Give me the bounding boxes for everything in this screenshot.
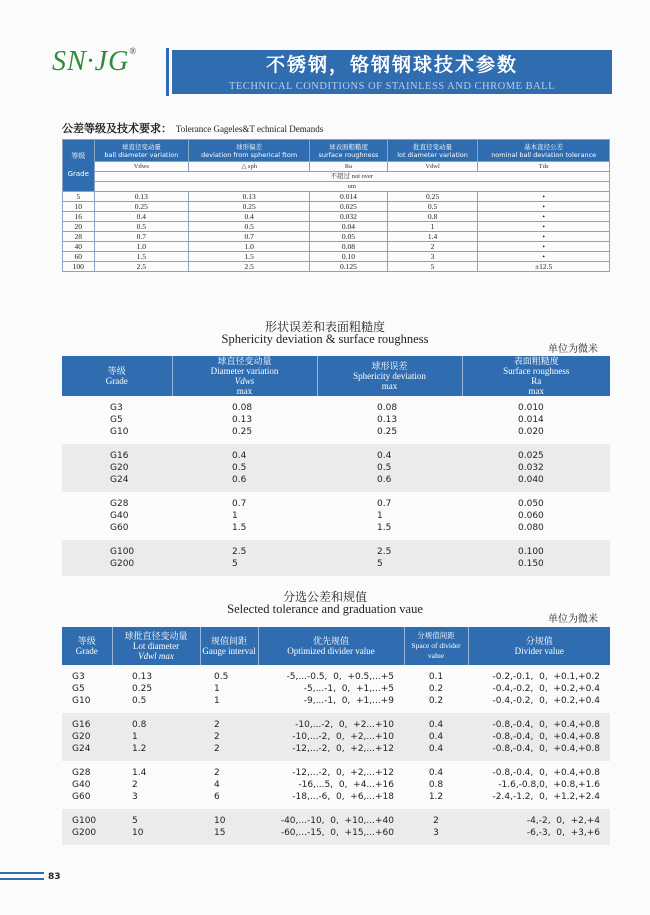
header-cell (94, 140, 189, 162)
table-cell: • (478, 202, 610, 212)
col-gauge-interval: 规值间距 Gauge interval (200, 627, 258, 665)
table-cell: 0.014 (518, 415, 544, 425)
table-cell: 0.5 (94, 222, 189, 232)
header-cell (478, 140, 610, 162)
table-cell: G40 (110, 511, 129, 521)
table-cell: 0.4 (404, 719, 468, 731)
header-en: ball diameter variation (104, 150, 179, 159)
table-cell: 0.6 (172, 474, 317, 486)
table-row (62, 498, 610, 510)
table-cell: 0.08 (310, 242, 388, 252)
header-cell (310, 140, 388, 162)
table-cell: -9,...-1, 0, +1,...+9 (303, 696, 394, 706)
table-cell: G16 (62, 719, 112, 731)
table-cell: 0.04 (310, 222, 388, 232)
section3-unit: 单位为微米 (548, 614, 598, 625)
table-row (62, 791, 610, 803)
page-title: 不锈钢，铬钢钢球技术参数 (172, 50, 612, 80)
footer-bar (0, 872, 44, 880)
table-cell: 3 (132, 792, 138, 802)
table-cell: 0.08 (232, 403, 253, 413)
table-cell: 0.032 (310, 212, 388, 222)
table-cell: 5 (172, 558, 317, 570)
spacer-row (62, 570, 610, 576)
table-cell: 1.5 (189, 252, 310, 262)
table-cell: 1.5 (232, 523, 247, 533)
table-cell: 2 (132, 780, 138, 790)
col-divider-value: 分规值 Divider value (468, 627, 610, 665)
table-row (63, 232, 610, 242)
header-cn: 球表面粗糙度 (328, 142, 368, 151)
notover-row (63, 172, 610, 182)
table-cell: -0.4,-0.2, 0, +0.2,+0.4 (492, 696, 600, 706)
symbol-cell: Vdwl (387, 162, 478, 172)
table-row (63, 222, 610, 232)
table-cell: • (478, 232, 610, 242)
table-cell: 20 (63, 222, 95, 232)
table-cell: -10,...-2, 0, +2,...+10 (258, 731, 404, 743)
table-cell: 2.5 (172, 546, 317, 558)
symbol-cell: △ sph (189, 162, 310, 172)
table-cell: -5,...-1, 0, +1,...+5 (303, 684, 394, 694)
table-row (62, 546, 610, 558)
header-en: deviation from spherical ftom (201, 150, 298, 159)
table-cell: 0.25 (387, 192, 478, 202)
table-row (62, 510, 610, 522)
table-cell: 0.4 (189, 212, 310, 222)
table-cell: G10 (110, 427, 129, 437)
table-cell: 0.5 (132, 696, 147, 706)
table-cell: -0.8,-0.4, 0, +0.4,+0.8 (468, 743, 610, 755)
symbol-cell: Tds (478, 162, 610, 172)
table-cell: G3 (110, 403, 123, 413)
table-cell: 0.6 (317, 474, 462, 486)
table-cell: 16 (63, 212, 95, 222)
table-row (62, 522, 610, 534)
table-cell: 1.2 (428, 792, 444, 802)
col-grade: 等级 Grade (62, 356, 172, 396)
symbol-cell: Vdws (94, 162, 189, 172)
table-cell: 1.0 (94, 242, 189, 252)
table-cell: 10 (112, 827, 200, 839)
section2-unit: 单位为微米 (548, 344, 598, 355)
table-cell: 0.4 (317, 450, 462, 462)
table-cell: 1.5 (377, 523, 392, 533)
table-cell: 0.020 (518, 427, 544, 437)
table-cell: 0.032 (462, 462, 610, 474)
header-cn: 批直径变动量 (413, 142, 453, 151)
table-cell: 0.010 (518, 403, 544, 413)
table-cell: 1.0 (189, 242, 310, 252)
table-cell: 1 (214, 684, 220, 694)
header-en: lot diameter variation (397, 150, 468, 159)
page-subtitle: TECHNICAL CONDITIONS OF STAINLESS AND CHROME BALL (172, 80, 612, 94)
table-cell: 0.05 (310, 232, 388, 242)
table-cell: 0.25 (94, 202, 189, 212)
table-cell: 1 (232, 511, 238, 521)
table-cell: 0.7 (232, 499, 247, 509)
table-cell: 2.5 (94, 262, 189, 272)
table-cell: G20 (62, 731, 112, 743)
table-cell: 0.25 (232, 427, 253, 437)
table-row (63, 192, 610, 202)
table-cell: -0.8,-0.4, 0, +0.4,+0.8 (468, 719, 610, 731)
symbol-row (63, 162, 610, 172)
table-cell: G20 (62, 462, 172, 474)
table-row (62, 558, 610, 570)
table-row (62, 815, 610, 827)
col-sphericity-deviation: 球形误差 Sphericity deviation max (317, 356, 462, 396)
table-cell: • (478, 222, 610, 232)
table-row (63, 212, 610, 222)
brand-logo: SN·JG® (52, 46, 138, 77)
table-row (63, 202, 610, 212)
table-cell: 0.014 (310, 192, 388, 202)
table-cell: 0.13 (189, 192, 310, 202)
header-cn: 等级 (71, 152, 86, 160)
table-cell: 0.5 (317, 462, 462, 474)
table-cell: 0.025 (462, 450, 610, 462)
table-row (62, 731, 610, 743)
table-cell: 0.2 (428, 696, 444, 706)
table-cell: ±12.5 (478, 262, 610, 272)
symbol-cell: Ra (310, 162, 388, 172)
section2-title-en: Sphericity deviation & surface roughness (221, 332, 429, 346)
table-cell: 5 (387, 262, 478, 272)
col-surface-roughness: 表面粗糙度 Surface roughness Ra max (462, 356, 610, 396)
notover-cell: 不超过 not over (94, 172, 609, 182)
section3-title-en: Selected tolerance and graduation vaue (227, 602, 423, 616)
table-cell: G28 (72, 768, 91, 778)
table-cell: G5 (110, 415, 123, 425)
table-cell: 0.8 (428, 780, 444, 790)
table-cell: 0.050 (518, 499, 544, 509)
table-cell: 2.5 (189, 262, 310, 272)
table-cell: 0.25 (377, 427, 398, 437)
table-cell: G10 (72, 696, 91, 706)
table-cell: • (478, 242, 610, 252)
table-cell: 0.5 (214, 672, 229, 682)
table-cell: 0.4 (94, 212, 189, 222)
section2-title-cn: 形状误差和表面粗糙度 (264, 320, 385, 334)
col-grade: 等级 Grade (62, 627, 112, 665)
table-cell: 0.5 (387, 202, 478, 212)
table-row (62, 683, 610, 695)
sphericity-table (62, 356, 610, 576)
table-cell: G60 (72, 792, 91, 802)
table-cell: -2.4,-1.2, 0, +1.2,+2.4 (492, 792, 600, 802)
table-row (62, 402, 610, 414)
table-cell: 0.8 (387, 212, 478, 222)
grade-header (63, 140, 95, 192)
header-cell (387, 140, 478, 162)
table-cell: 5 (112, 815, 200, 827)
table-cell: 1.4 (387, 232, 478, 242)
table-cell: 5 (317, 558, 462, 570)
col-optimized-divider: 优先规值 Optimized divider value (258, 627, 404, 665)
table-cell: 1.4 (132, 768, 147, 778)
table-cell: G16 (62, 450, 172, 462)
header-en: nominal ball deviation tolerance (491, 150, 597, 159)
table-cell: • (478, 252, 610, 262)
table-cell: -60,...-15, 0, +15,...+60 (258, 827, 404, 839)
table-cell: 0.125 (310, 262, 388, 272)
header-cn: 基本直径公差 (524, 142, 564, 151)
table-cell: 0.1 (428, 672, 444, 682)
table-cell: 2 (200, 719, 258, 731)
table-cell: 10 (200, 815, 258, 827)
header-en: surface roughness (318, 150, 379, 159)
table-cell: 1.2 (112, 743, 200, 755)
table-cell: 0.025 (310, 202, 388, 212)
table-row (62, 743, 610, 755)
table-cell: 60 (63, 252, 95, 262)
header-divider (166, 48, 169, 96)
table-cell: -0.4,-0.2, 0, +0.2,+0.4 (492, 684, 600, 694)
section1-title: 公差等级及技术要求： Tolerance Gageles&T echnical Demands (62, 122, 324, 135)
table-cell: G40 (72, 780, 91, 790)
section3-title-cn: 分选公差和规值 (282, 590, 367, 604)
header-row (63, 140, 610, 162)
table-cell: 2 (200, 743, 258, 755)
header-cn: 球形偏差 (236, 142, 263, 151)
table-cell: 0.100 (462, 546, 610, 558)
table-cell: G28 (110, 499, 129, 509)
table-cell: 3 (387, 252, 478, 262)
table-cell: 0.7 (377, 499, 392, 509)
table-cell: • (478, 192, 610, 202)
table-cell: 2 (404, 815, 468, 827)
table-row (62, 671, 610, 683)
table-cell: 0.4 (172, 450, 317, 462)
table-cell: 0.4 (428, 768, 444, 778)
table-row (62, 695, 610, 707)
table-cell: 4 (214, 780, 220, 790)
unit-row (63, 182, 610, 192)
table-cell: 0.150 (462, 558, 610, 570)
table-cell: 0.4 (404, 731, 468, 743)
table-cell: • (478, 212, 610, 222)
table-cell: 0.4 (404, 743, 468, 755)
table-cell: G200 (62, 558, 172, 570)
table-cell: 2.5 (317, 546, 462, 558)
page-number: 83 (48, 872, 61, 882)
table-row (63, 252, 610, 262)
table-cell: -1.6,-0.8,0, +0.8,+1.6 (498, 780, 600, 790)
table-row (62, 426, 610, 438)
tolerance-table (62, 139, 610, 272)
table-cell: 1 (112, 731, 200, 743)
table-cell: -10,...-2, 0, +2...+10 (258, 719, 404, 731)
table-cell: G100 (62, 546, 172, 558)
table-row (63, 262, 610, 272)
table-cell: 3 (404, 827, 468, 839)
table-cell: G24 (62, 743, 112, 755)
table-cell: 10 (63, 202, 95, 212)
table-cell: 0.13 (94, 192, 189, 202)
table-cell: 0.040 (462, 474, 610, 486)
table-cell: 15 (200, 827, 258, 839)
table-cell: 5 (63, 192, 95, 202)
table-cell: 2 (200, 731, 258, 743)
col-lot-diameter: 球批直径变动量 Lot diameter Vdwl max (112, 627, 200, 665)
table-cell: 0.25 (132, 684, 153, 694)
col-space-divider: 分规值间距 Space of divider value (404, 627, 468, 665)
table-cell: -0.8,-0.4, 0, +0.4,+0.8 (468, 731, 610, 743)
table-cell: 0.13 (232, 415, 253, 425)
header-cn: 球直径变动量 (121, 142, 161, 151)
table-cell: 0.2 (428, 684, 444, 694)
table-cell: -18,...-6, 0, +6,...+18 (292, 792, 394, 802)
table-cell: 6 (214, 792, 220, 802)
table-cell: -6,-3, 0, +3,+6 (468, 827, 610, 839)
table-cell: -0.2,-0.1, 0, +0.1,+0.2 (492, 672, 600, 682)
table-row (62, 827, 610, 839)
table-cell: 1.5 (94, 252, 189, 262)
table-cell: 0.5 (172, 462, 317, 474)
table-cell: 28 (63, 232, 95, 242)
table-cell: 0.13 (377, 415, 398, 425)
unit-cell: um (94, 182, 609, 192)
table-cell: 0.08 (377, 403, 398, 413)
table-cell: -5,...-0.5, 0, +0.5,...+5 (286, 672, 394, 682)
table-cell: G60 (110, 523, 129, 533)
header-en: Grade (67, 170, 89, 178)
table-row (62, 462, 610, 474)
table-cell: 1 (387, 222, 478, 232)
table-row (62, 474, 610, 486)
table-cell: -16,...5, 0, +4...+16 (298, 780, 394, 790)
table-cell: G24 (62, 474, 172, 486)
spacer-row (62, 839, 610, 845)
table-row (62, 779, 610, 791)
table-cell: 0.080 (518, 523, 544, 533)
table-cell: G3 (72, 672, 85, 682)
graduation-table (62, 627, 610, 845)
table-cell: 0.7 (94, 232, 189, 242)
table-row (63, 242, 610, 252)
table-row (62, 414, 610, 426)
table-cell: 2 (214, 768, 220, 778)
table-cell: 100 (63, 262, 95, 272)
table-cell: 0.060 (518, 511, 544, 521)
table-cell: 0.25 (189, 202, 310, 212)
table-cell: 0.10 (310, 252, 388, 262)
table-cell: 0.8 (112, 719, 200, 731)
table-cell: -40,...-10, 0, +10,...+40 (258, 815, 404, 827)
table-cell: 0.5 (189, 222, 310, 232)
header-cell (189, 140, 310, 162)
table-cell: G100 (62, 815, 112, 827)
table-cell: 0.7 (189, 232, 310, 242)
table-cell: -12,...-2, 0, +2,...+12 (292, 768, 394, 778)
table-cell: 2 (387, 242, 478, 252)
table-row (62, 767, 610, 779)
table-cell: 1 (214, 696, 220, 706)
table-cell: G200 (62, 827, 112, 839)
table-cell: G5 (72, 684, 85, 694)
table-cell: 40 (63, 242, 95, 252)
table-row (62, 450, 610, 462)
col-diameter-variation: 球直径变动量 Diameter variation Vdws max (172, 356, 317, 396)
table-row (62, 719, 610, 731)
table-cell: -0.8,-0.4, 0, +0.4,+0.8 (492, 768, 600, 778)
table-cell: -12,...-2, 0, +2,...+12 (258, 743, 404, 755)
table-cell: -4,-2, 0, +2,+4 (468, 815, 610, 827)
table-cell: 0.13 (132, 672, 153, 682)
table-cell: 1 (377, 511, 383, 521)
